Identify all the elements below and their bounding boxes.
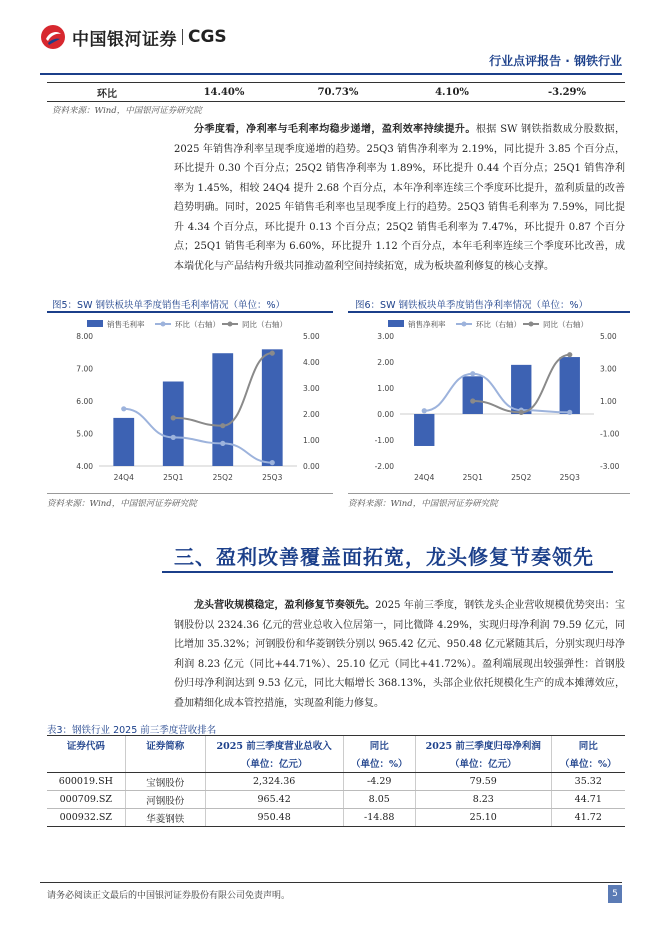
table-cell: -14.88 — [343, 809, 415, 827]
series-point — [470, 398, 475, 403]
x-tick-label: 25Q1 — [163, 473, 184, 482]
column-header: 证券简称 — [125, 736, 205, 755]
table-cell: 000932.SZ — [47, 809, 125, 827]
y-tick-label: 6.00 — [76, 397, 93, 406]
legend-label: 环比（右轴） — [476, 320, 521, 329]
column-subheader: （单位：%） — [343, 754, 415, 773]
column-header: 证券代码 — [47, 736, 125, 755]
x-tick-label: 25Q3 — [262, 473, 283, 482]
series-point — [470, 371, 475, 376]
paragraph-lead: 龙头营收规模稳定，盈利修复节奏领先。 — [194, 600, 376, 611]
table-cell: 华菱钢铁 — [125, 809, 205, 827]
table-row — [47, 809, 625, 827]
table-cell: 950.48 — [205, 809, 343, 827]
section-divider — [162, 571, 613, 573]
series-point — [422, 408, 427, 413]
y2-tick-label: 0.00 — [303, 462, 320, 471]
x-tick-label: 25Q1 — [462, 473, 483, 482]
continuation-table — [47, 82, 625, 102]
legend-marker — [529, 322, 534, 327]
legend-marker — [228, 322, 233, 327]
legend-label: 销售毛利率 — [107, 320, 145, 329]
table-cell: 河钢股份 — [125, 791, 205, 809]
table-cell: 14.40% — [167, 83, 281, 102]
y-tick-label: 8.00 — [76, 332, 93, 341]
y-tick-label: -2.00 — [374, 462, 394, 471]
table-row — [47, 773, 625, 791]
header-divider — [40, 73, 622, 75]
source-note: 资料来源：Wind，中国银河证券研究院 — [348, 499, 498, 509]
y2-tick-label: 3.00 — [600, 364, 617, 374]
y-tick-label: 4.00 — [76, 462, 93, 471]
series-point — [519, 410, 524, 415]
table-cell: 8.23 — [415, 791, 551, 809]
column-subheader: （单位：亿元） — [205, 754, 343, 773]
figure5-title: 图5：SW 钢铁板块单季度销售毛利率情况（单位：%） — [52, 300, 286, 311]
legend-swatch — [388, 320, 404, 327]
column-header: 2025 前三季度归母净利润 — [415, 736, 551, 755]
revenue-ranking-table — [47, 735, 625, 827]
bar — [163, 382, 184, 467]
y2-tick-label: 5.00 — [600, 332, 617, 341]
column-header: 同比 — [343, 736, 415, 755]
legend-marker — [462, 322, 467, 327]
y-tick-label: 3.00 — [377, 332, 394, 341]
logo-cn-text: 中国银河证券 — [72, 29, 177, 50]
figure5-top-rule — [47, 311, 333, 313]
table-row — [47, 791, 625, 809]
table-subheader-row — [47, 754, 625, 773]
table-cell: 965.42 — [205, 791, 343, 809]
net-margin-chart — [348, 314, 630, 492]
legend-marker — [161, 322, 166, 327]
table-cell: -3.29% — [509, 83, 625, 102]
series-point — [567, 352, 572, 357]
y-tick-label: -1.00 — [374, 436, 394, 445]
x-tick-label: 24Q4 — [414, 473, 435, 482]
series-point — [171, 415, 176, 420]
y2-tick-label: -3.00 — [600, 462, 620, 471]
column-header: 同比 — [551, 736, 625, 755]
series-point — [270, 351, 275, 356]
table-cell: 8.05 — [343, 791, 415, 809]
column-subheader — [47, 754, 125, 773]
paragraph-lead: 分季度看，净利率与毛利率均稳步递增，盈利效率持续提升。 — [194, 124, 476, 135]
figure6-top-rule — [348, 311, 630, 313]
figure6-bottom-rule — [348, 493, 630, 494]
series-point — [121, 406, 126, 411]
table-cell: 44.71 — [551, 791, 625, 809]
table-cell: 35.32 — [551, 773, 625, 791]
legend-swatch — [87, 320, 103, 327]
table-row — [47, 83, 625, 102]
table-header-row — [47, 736, 625, 755]
series-point — [270, 460, 275, 465]
series-point — [220, 441, 225, 446]
logo-mark-icon — [40, 24, 66, 50]
y-tick-label: 0.00 — [377, 410, 394, 419]
series-point — [220, 423, 225, 428]
logo-separator — [182, 29, 183, 45]
table-cell: 2,324.36 — [205, 773, 343, 791]
legend-label: 销售净利率 — [408, 320, 446, 329]
column-subheader: （单位：亿元） — [415, 754, 551, 773]
y2-tick-label: 1.00 — [303, 436, 320, 445]
y-tick-label: 5.00 — [76, 429, 93, 439]
bar — [414, 414, 434, 446]
x-tick-label: 25Q2 — [511, 473, 532, 482]
table-cell: 宝钢股份 — [125, 773, 205, 791]
table-cell: 25.10 — [415, 809, 551, 827]
series-line — [124, 409, 273, 463]
y2-tick-label: -1.00 — [600, 429, 620, 439]
gross-margin-chart — [47, 314, 333, 492]
series-point — [171, 435, 176, 440]
paragraph-body: 根据 SW 钢铁指数成分股数据，2025 年销售净利率呈现季度递增的趋势。25Q3 销售净利率为 2.19%，同比提升 3.85 个百分点，环比提升 0.30 个百分点；25Q2 销售净利率为 1.89%，环比提升 0.44 个百分点；25Q1 销售净利率为 1.45%，相较 24Q4 提升 2.68 个百分点，本年净利率连续三个季度环比提升，盈利质量的改善趋势明确。同时，2025 年销售毛利率也呈现季度上行的趋势。25Q3 销售毛利率为 7.59%，同比提升 4.34 个百分点，环比提升 0.13 个百分点；25Q2 销售毛利率为 7.47%，环比提升 0.87 个百分点；25Q1 销售毛利率为 6.60%，环比提升 1.12 个百分点，本年毛利率连续三个季度环比改善，成本端优化与产品结构升级共同推动盈利空间持续拓宽，成为板块盈利修复的核心支撑。 — [174, 124, 625, 272]
table-cell: 600019.SH — [47, 773, 125, 791]
table-cell: -4.29 — [343, 773, 415, 791]
analysis-paragraph — [174, 596, 625, 713]
figure6-title: 图6：SW 钢铁板块单季度销售净利率情况（单位：%） — [355, 300, 589, 311]
x-tick-label: 25Q3 — [559, 473, 580, 482]
report-type: 行业点评报告 · 钢铁行业 — [489, 54, 622, 68]
y2-tick-label: 4.00 — [303, 358, 320, 367]
legend-label: 同比（右轴） — [242, 320, 287, 329]
table-cell: 41.72 — [551, 809, 625, 827]
table-cell: 环比 — [47, 83, 167, 102]
bar — [262, 349, 283, 466]
source-note: 资料来源：Wind，中国银河证券研究院 — [52, 106, 202, 116]
table-cell: 79.59 — [415, 773, 551, 791]
y-tick-label: 7.00 — [76, 364, 93, 374]
company-logo — [40, 24, 227, 50]
y-tick-label: 1.00 — [377, 384, 394, 393]
y2-tick-label: 5.00 — [303, 332, 320, 341]
column-header: 2025 前三季度营业总收入 — [205, 736, 343, 755]
disclaimer-note: 请务必阅读正文最后的中国银河证券股份有限公司免责声明。 — [47, 891, 291, 901]
source-note: 资料来源：Wind，中国银河证券研究院 — [47, 499, 197, 509]
section-title: 三、盈利改善覆盖面拓宽，龙头修复节奏领先 — [174, 545, 594, 569]
table-cell: 70.73% — [281, 83, 395, 102]
x-tick-label: 25Q2 — [212, 473, 233, 482]
bar — [511, 365, 531, 414]
paragraph-body: 2025 年前三季度，钢铁龙头企业营收规模优势突出：宝钢股份以 2324.36 亿元的营业总收入位居第一，同比微降 4.29%，实现归母净利润 79.59 亿元，同比增加 35.32%；河钢股份和华菱钢铁分别以 965.42 亿元、950.48 亿元紧随其后，分别实现归母净利润 8.23 亿元（同比+44.71%）、25.10 亿元（同比+41.72%）。盈利端展现出较强弹性：首钢股份归母净利润达到 9.53 亿元，同比大幅增长 368.13%，头部企业依托规模化生产的成本摊薄效应，叠加精细化成本管控措施，实现盈利能力修复。 — [174, 600, 625, 709]
y-tick-label: 2.00 — [377, 358, 394, 367]
column-subheader — [125, 754, 205, 773]
legend-label: 环比（右轴） — [175, 320, 220, 329]
column-subheader: （单位：%） — [551, 754, 625, 773]
y2-tick-label: 1.00 — [600, 397, 617, 406]
bar — [113, 418, 134, 466]
series-point — [567, 410, 572, 415]
bar — [212, 353, 233, 466]
bar — [463, 376, 483, 414]
logo-en-text: CGS — [188, 27, 227, 47]
x-tick-label: 24Q4 — [113, 473, 134, 482]
y2-tick-label: 2.00 — [303, 410, 320, 419]
legend-label: 同比（右轴） — [543, 320, 588, 329]
table-cell: 4.10% — [395, 83, 509, 102]
footer-divider — [40, 882, 622, 883]
y2-tick-label: 3.00 — [303, 384, 320, 393]
figure5-bottom-rule — [47, 493, 333, 494]
bar — [560, 357, 580, 414]
page-number: 5 — [608, 885, 622, 903]
table-cell: 000709.SZ — [47, 791, 125, 809]
analysis-paragraph — [174, 120, 625, 276]
table3-title: 表3：钢铁行业 2025 前三季度营收排名 — [47, 725, 217, 736]
